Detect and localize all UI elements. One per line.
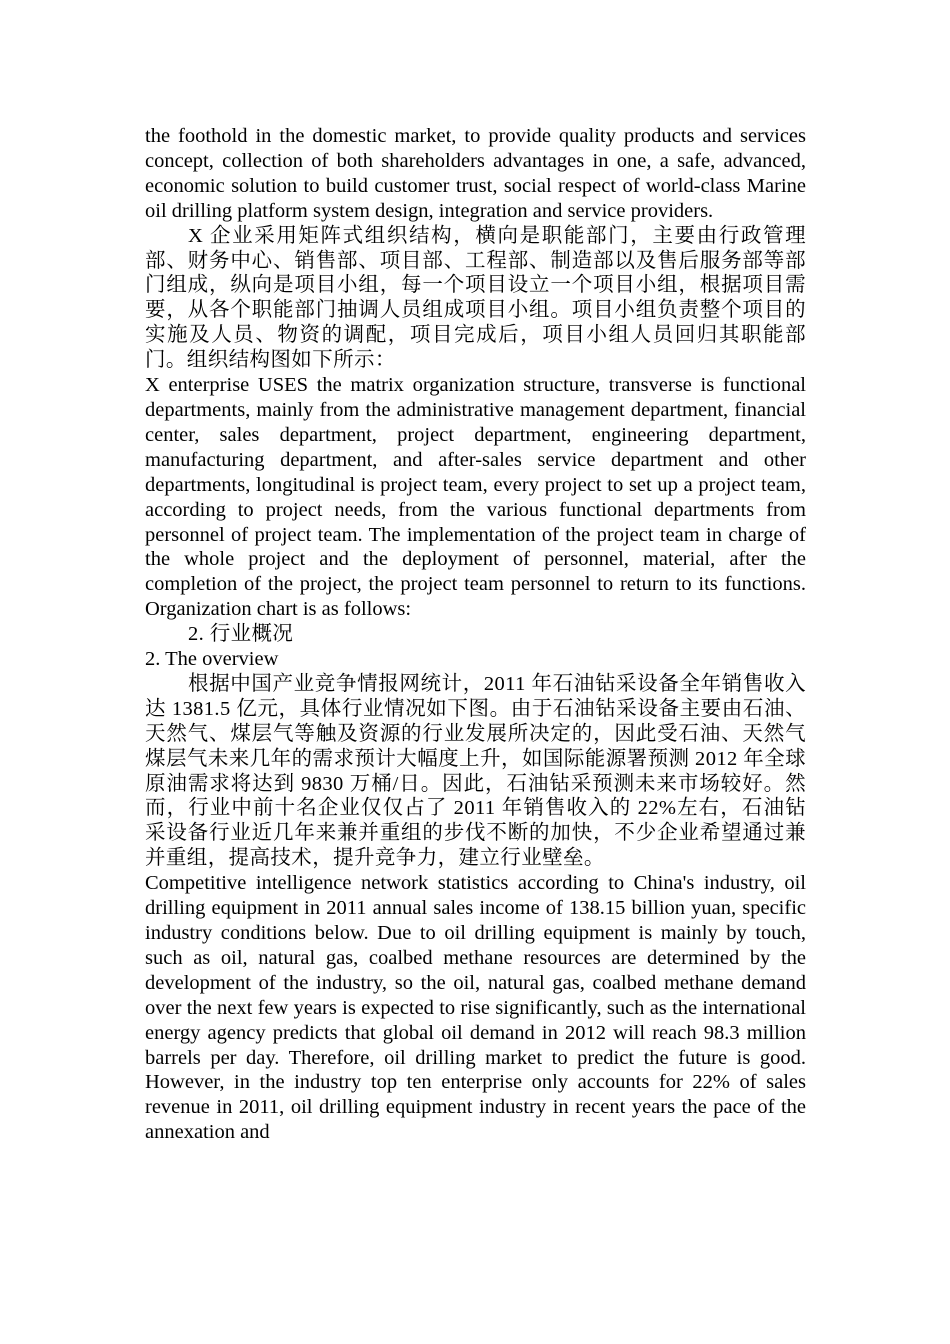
document-page bbox=[145, 124, 806, 1145]
paragraph-foothold-english: the foothold in the domestic market, to provide quality products and services concept, collection of both shareholders advantages in one, a safe, advanced, economic solution to build customer trust, social respect of world-class Marine oil drilling platform system design, integration and service providers. bbox=[145, 125, 806, 222]
section-heading-english: 2. The overview bbox=[145, 648, 279, 671]
paragraph-matrix-structure-english: X enterprise USES the matrix organization structure, transverse is functional departments, mainly from the administrative management department, financial center, sales department, project department, engineering department, manufacturing department, and after-sales service department and other departments, longitudinal is project team, every project to set up a project team, according to project needs, from the various functional departments from personnel of project team. The implementation of the project team in charge of the whole project and the deployment of personnel, material, after the completion of the project, the project team personnel to return to its functions. Organization chart is as follows: bbox=[145, 374, 806, 621]
paragraph-industry-stats-chinese: 根据中国产业竞争情报网统计，2011 年石油钻采设备全年销售收入达 1381.5 亿元，具体行业情况如下图。由于石油钻采设备主要由石油、天然气、煤层气等触及资源的行业发展所决定的，因此受石油、天然气煤层气未来几年的需求预计大幅度上升，如国际能源署预测 2012 年全球原油需求将达到 9830 万桶/日。因此，石油钻采预测未来市场较好。然而，行业中前十名企业仅仅占了 2011 年销售收入的 22%左右，石油钻采设备行业近几年来兼并重组的步伐不断的加快，不少企业希望通过兼并重组，提高技术，提升竞争力，建立行业壁垒。 bbox=[145, 672, 806, 870]
paragraph-industry-stats-english: Competitive intelligence network statistics according to China's industry, oil drilling equipment in 2011 annual sales income of 138.15 billion yuan, specific industry conditions below. Due to oil drilling equipment is mainly by touch, such as oil, natural gas, coalbed methane resources are determined by the development of the industry, so the oil, natural gas, coalbed methane demand over the next few years is expected to rise significantly, such as the international energy agency predicts that global oil demand in 2012 will reach 98.3 million barrels per day. Therefore, oil drilling market to predict the future is good. However, in the industry top ten enterprise only accounts for 22% of sales revenue in 2011, oil drilling equipment industry in recent years the pace of the annexation and bbox=[145, 872, 806, 1144]
paragraph-matrix-structure-chinese: X 企业采用矩阵式组织结构，横向是职能部门，主要由行政管理部、财务中心、销售部、项目部、工程部、制造部以及售后服务部等部门组成，纵向是项目小组，每一个项目设立一个项目小组，根据项目需要，从各个职能部门抽调人员组成项目小组。项目小组负责整个项目的实施及人员、物资的调配，项目完成后，项目小组人员回归其职能部门。组织结构图如下所示： bbox=[145, 224, 806, 372]
section-heading-chinese: 2. 行业概况 bbox=[188, 623, 294, 646]
